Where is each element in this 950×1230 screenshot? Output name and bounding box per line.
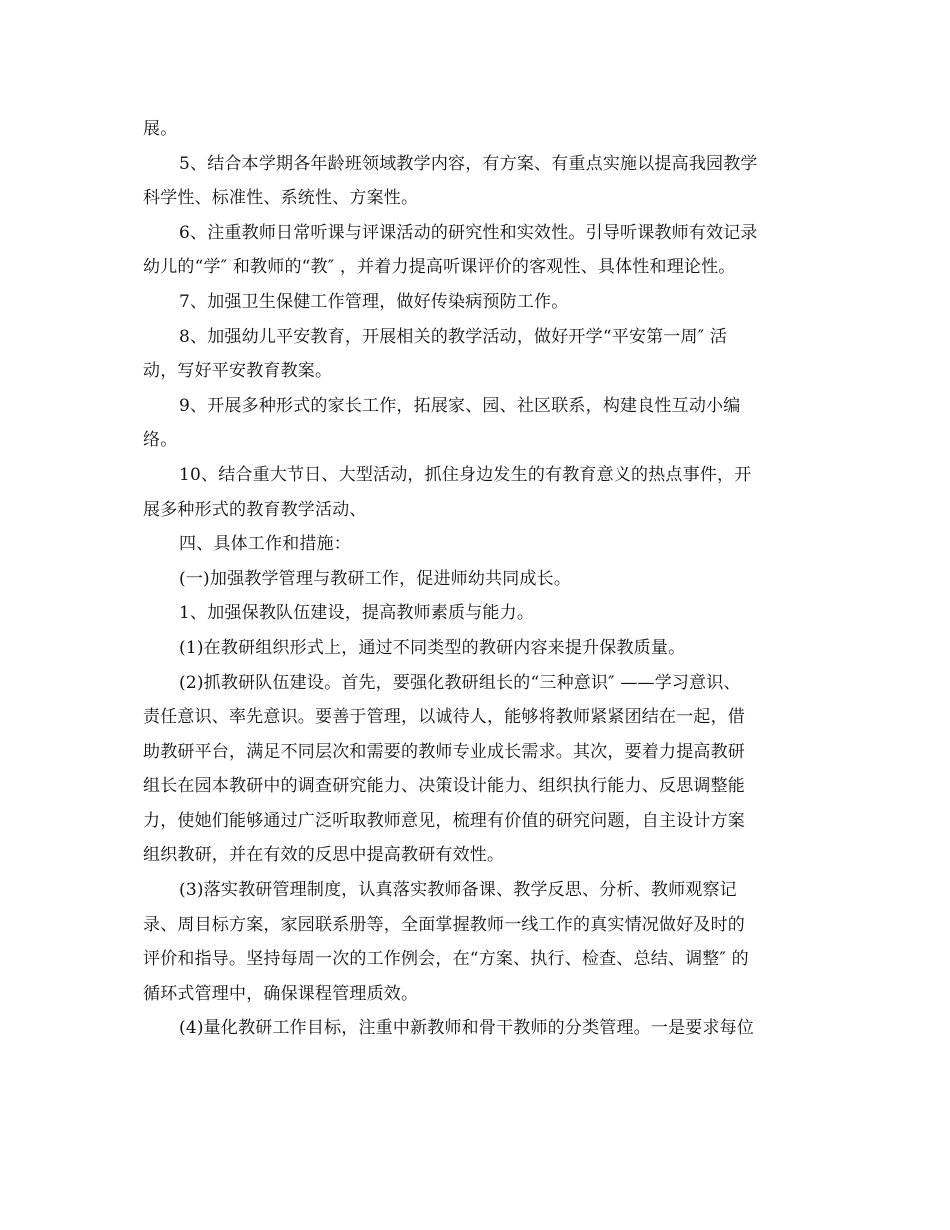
text-line: 8、加强幼儿平安教育，开展相关的教学活动，做好开学“平安第一周″ 活: [179, 326, 728, 347]
text-line: (2)抓教研队伍建设。首先，要强化教研组长的“三种意识″ ——学习意识、: [179, 672, 741, 693]
text-line: 6、注重教师日常听课与评课活动的研究性和实效性。引导听课教师有效记录: [179, 222, 758, 243]
text-line: 循环式管理中，确保课程管理质效。: [143, 983, 419, 1004]
text-line: 科学性、标准性、系统性、方案性。: [143, 188, 419, 209]
text-line: 7、加强卫生保健工作管理，做好传染病预防工作。: [179, 291, 569, 312]
text-line: 动，写好平安教育教案。: [143, 361, 333, 382]
document-body: [143, 112, 813, 1046]
text-line: 展多种形式的教育教学活动、: [143, 499, 367, 520]
text-line: 5、结合本学期各年龄班领域教学内容，有方案、有重点实施以提高我园教学: [179, 153, 758, 174]
text-line: 1、加强保教队伍建设，提高教师素质与能力。: [179, 603, 535, 624]
text-line: 络。: [143, 430, 178, 451]
subsection-heading: (一)加强教学管理与教研工作，促进师幼共同成长。: [179, 568, 572, 589]
text-line: 力，使她们能够通过广泛听取教师意见，梳理有价值的研究问题，自主设计方案: [143, 810, 745, 831]
text-line: 9、开展多种形式的家长工作，拓展家、园、社区联系，构建良性互动小编: [179, 395, 741, 416]
text-line: 录、周目标方案，家园联系册等，全面掌握教师一线工作的真实情况做好及时的: [143, 914, 745, 935]
text-line: 10、结合重大节日、大型活动，抓住身边发生的有教育意义的热点事件，开: [179, 464, 752, 485]
text-line: 组织教研，并在有效的反思中提高教研有效性。: [143, 845, 505, 866]
section-heading: 四、具体工作和措施：: [179, 534, 351, 555]
text-line: 责任意识、率先意识。要善于管理，以诚待人，能够将教师紧紧团结在一起，借: [143, 707, 745, 728]
text-line: (1)在教研组织形式上，通过不同类型的教研内容来提升保教质量。: [179, 637, 686, 658]
text-line: 展。: [143, 119, 178, 139]
text-line: 评价和指导。坚持每周一次的工作例会，在“方案、执行、检查、总结、调整″ 的: [143, 949, 749, 970]
text-line: (4)量化教研工作目标，注重中新教师和骨干教师的分类管理。一是要求每位: [179, 1018, 755, 1039]
text-line: 助教研平台，满足不同层次和需要的教师专业成长需求。其次，要着力提高教研: [143, 741, 745, 762]
text-line: 组长在园本教研中的调查研究能力、决策设计能力、组织执行能力、反思调整能: [143, 776, 745, 797]
text-line: (3)落实教研管理制度，认真落实教师备课、教学反思、分析、教师观察记: [179, 880, 737, 901]
text-line: 幼儿的“学″ 和教师的“教″ ，并着力提高听课评价的客观性、具体性和理论性。: [143, 257, 736, 278]
